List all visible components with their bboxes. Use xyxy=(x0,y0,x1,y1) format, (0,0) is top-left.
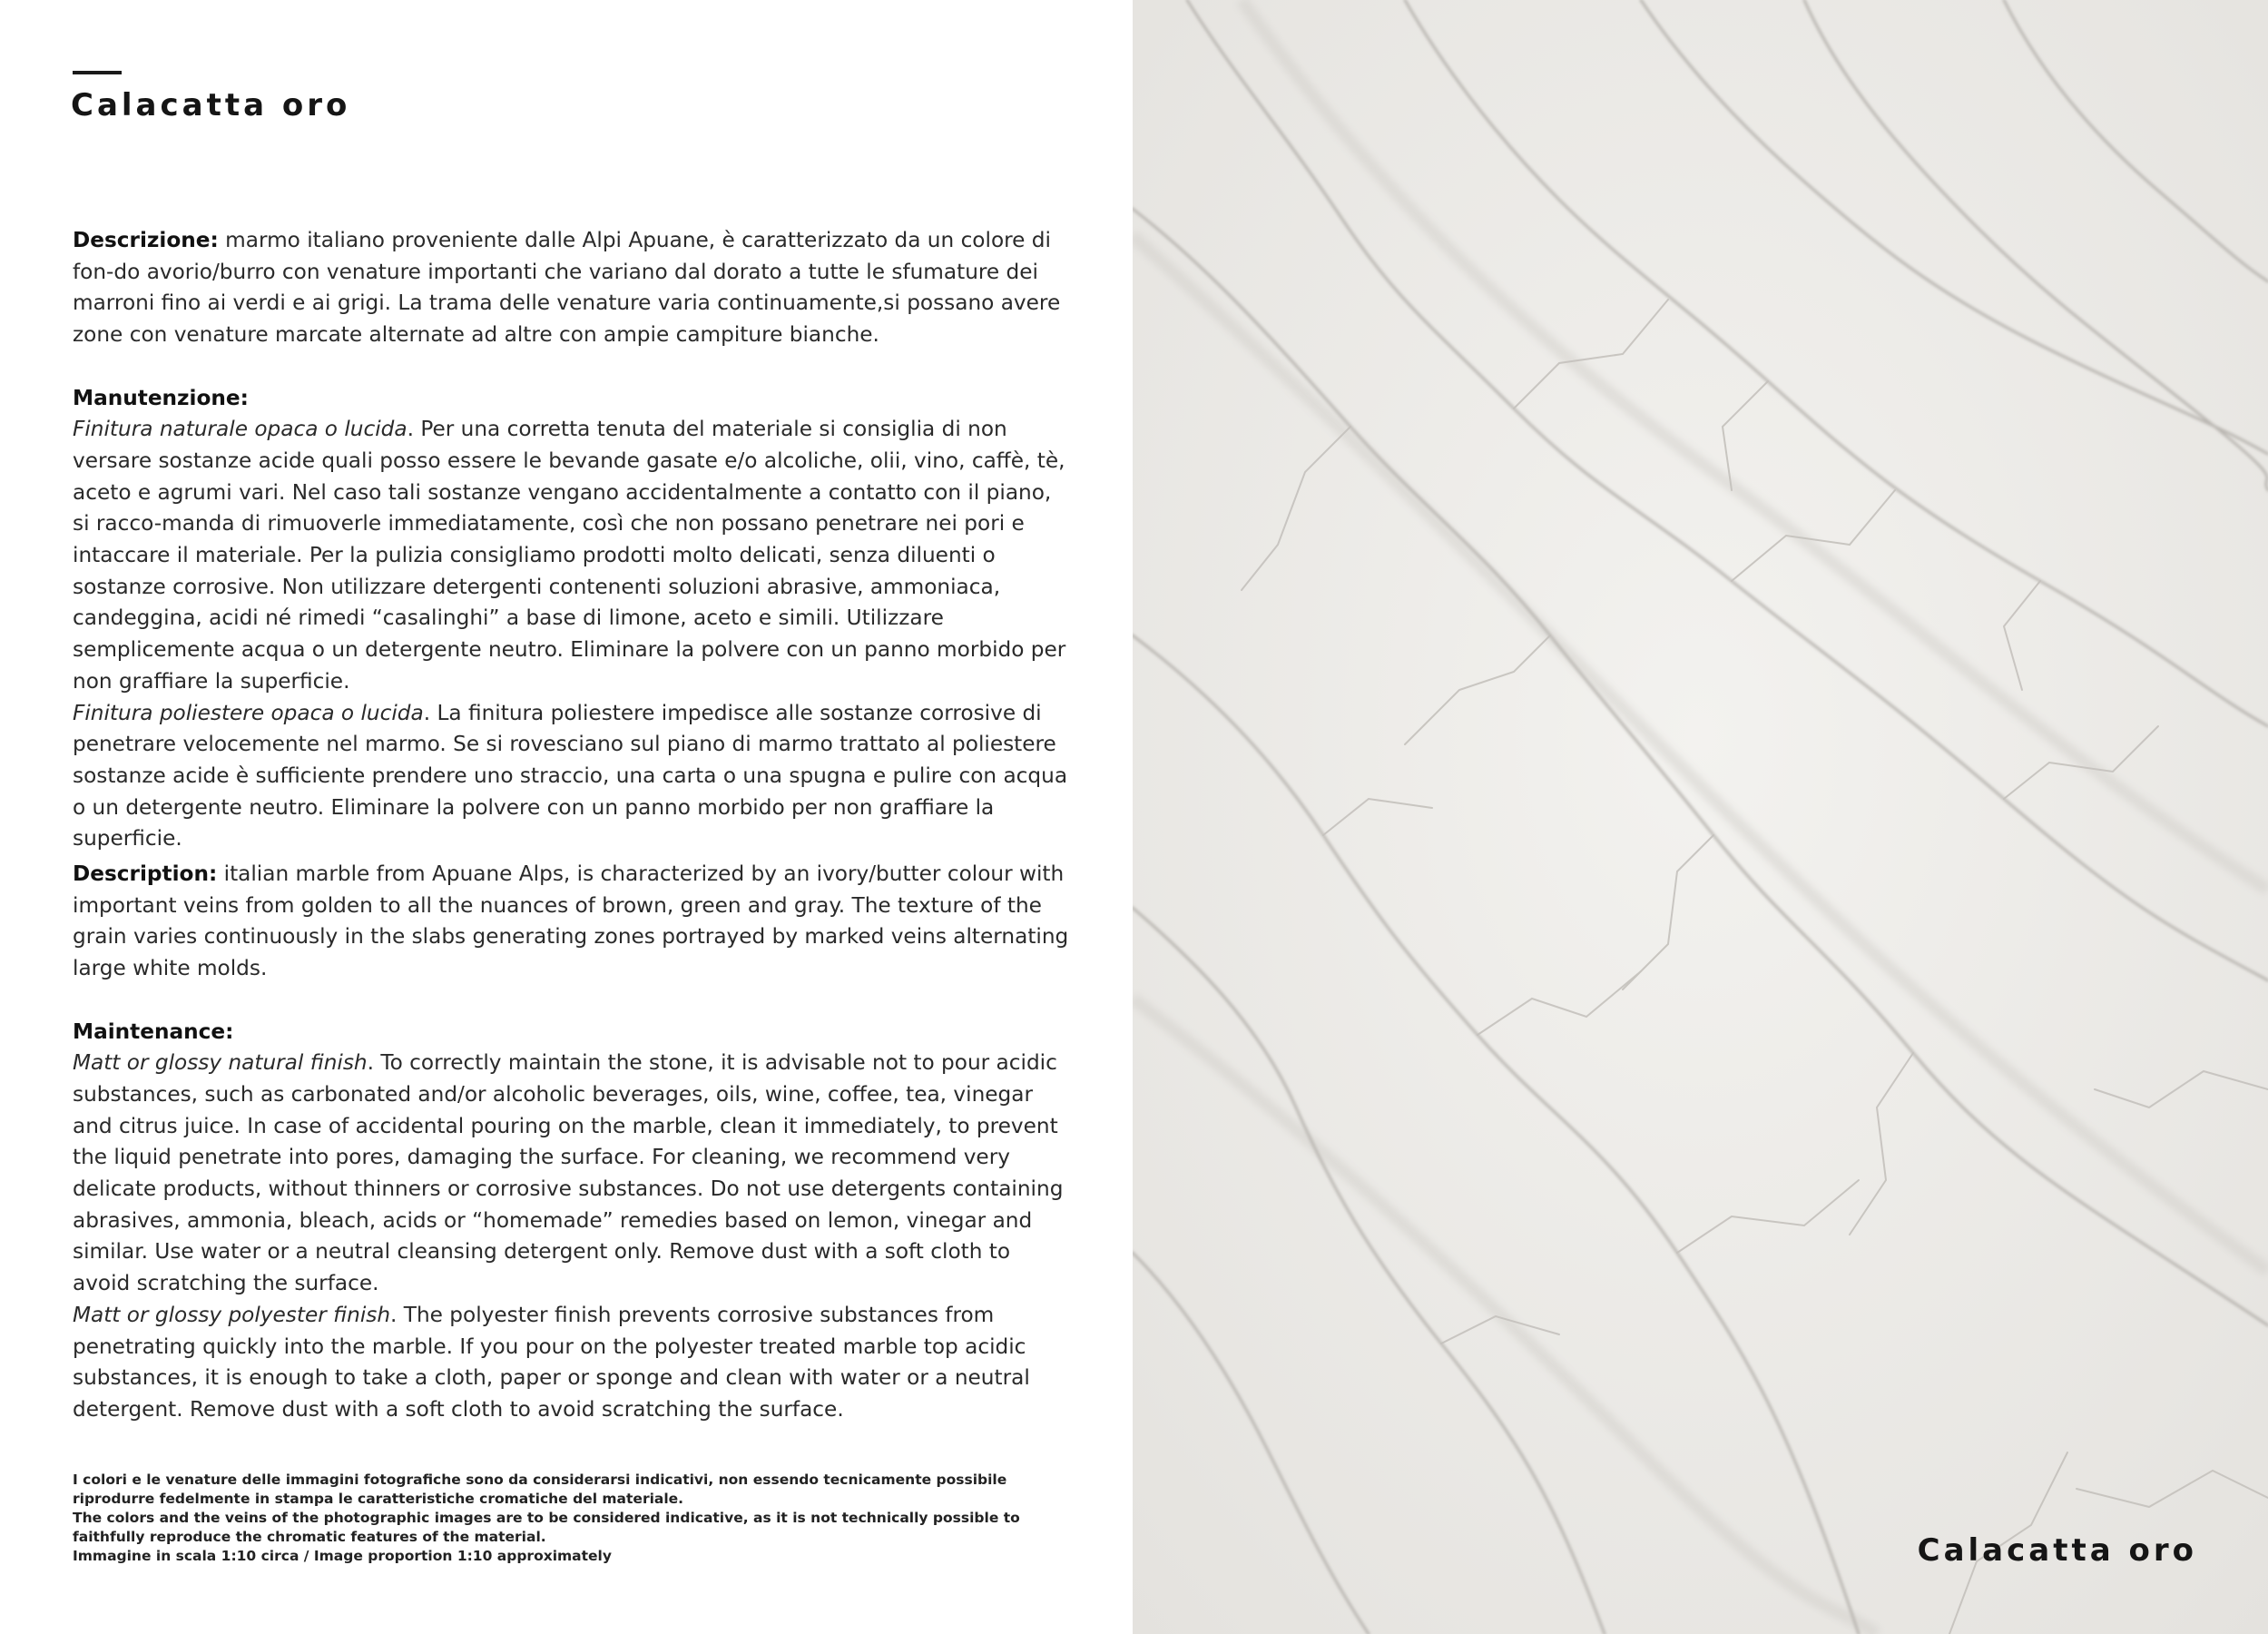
italian-description-text: marmo italiano proveniente dalle Alpi Apuane, è caratterizzato da un colore di fon-do avorio/burro con venature importanti che variano dal dorato a tutte le sfumature dei marroni fino ai verdi e ai grigi. La trama delle venature varia continuamente,si possano avere zone con venature marcate alternate ad altre con ampie campiture bianche. xyxy=(73,228,1061,348)
english-maintenance-heading: Maintenance: xyxy=(73,1019,234,1044)
footnote-english: The colors and the veins of the photographic images are to be considered indicative, as it is not technically possible to faithfully reproduce the chromatic features of the material. xyxy=(73,1510,1020,1545)
english-natural-finish-label: Matt or glossy natural finish xyxy=(73,1050,368,1076)
italian-polyester-finish-label: Finitura poliestere opaca o lucida xyxy=(73,700,424,725)
english-section xyxy=(73,859,1071,1426)
image-caption: Calacatta oro xyxy=(1917,1532,2197,1569)
english-description-text: italian marble from Apuane Alps, is characterized by an ivory/butter colour with important veins from golden to all the nuances of brown, green and gray. The texture of the grain varies continuously in the slabs generating zones portrayed by marked veins alternating large white molds. xyxy=(73,861,1069,981)
english-natural-finish xyxy=(73,1048,1071,1300)
marble-image xyxy=(1133,0,2268,1634)
english-description-label: Description: xyxy=(73,861,218,886)
text-page xyxy=(0,0,1133,1634)
italian-description xyxy=(73,225,1071,351)
english-polyester-finish-text: . The polyester finish prevents corrosive substances from penetrating quickly into the marble. If you pour on the polyester treated marble top acidic substances, it is enough to take a cloth, paper or sponge and clean with water or a neutral detergent. Remove dust with a soft cloth to avoid scratching the surface. xyxy=(73,1302,1030,1422)
footnote xyxy=(73,1471,1071,1566)
italian-section xyxy=(73,225,1071,855)
italian-maintenance-heading: Manutenzione: xyxy=(73,385,249,410)
marble-texture xyxy=(1133,0,2268,1634)
italian-polyester-finish xyxy=(73,698,1071,856)
english-polyester-finish-label: Matt or glossy polyester finish xyxy=(73,1302,391,1327)
italian-description-label: Descrizione: xyxy=(73,228,219,252)
footnote-italian: I colori e le venature delle immagini fotografiche sono da considerarsi indicativi, non essendo tecnicamente possibile riprodurre fedelmente in stampa le caratteristiche cromatiche del materiale. xyxy=(73,1472,1007,1507)
page-title: Calacatta oro xyxy=(71,87,351,123)
english-polyester-finish xyxy=(73,1300,1071,1426)
english-natural-finish-text: . To correctly maintain the stone, it is advisable not to pour acidic substances, such as carbonated and/or alcoholic beverages, oils, wine, coffee, tea, vinegar and citrus juice. In case of accidental pouring on the marble, clean it immediately, to prevent the liquid penetrate into pores, damaging the surface. For cleaning, we recommend very delicate products, without thinners or corrosive substances. Do not use detergents containing abrasives, ammonia, bleach, acids or “homemade” remedies based on lemon, vinegar and similar. Use water or a neutral cleansing detergent only. Remove dust with a soft cloth to avoid scratching the surface. xyxy=(73,1050,1064,1296)
footnote-scale: Immagine in scala 1:10 circa / Image proportion 1:10 approximately xyxy=(73,1548,612,1564)
italian-natural-finish xyxy=(73,414,1071,697)
title-rule xyxy=(73,71,122,74)
italian-polyester-finish-text: . La finitura poliestere impedisce alle sostanze corrosive di penetrare velocemente nel marmo. Se si rovesciano sul piano di marmo trattato al poliestere sostanze acide è sufficiente prendere uno straccio, una carta o una spugna e pulire con acqua o un detergente neutro. Eliminare la polvere con un panno morbido per non graffiare la superficie. xyxy=(73,700,1068,851)
italian-natural-finish-text: . Per una corretta tenuta del materiale si consiglia di non versare sostanze acide quali posso essere le bevande gasate e/o alcoliche, olii, vino, caffè, tè, aceto e agrumi vari. Nel caso tali sostanze vengano accidentalmente a contatto con il piano, si racco-manda di rimuoverle immediatamente, così che non possano penetrare nei pori e intaccare il materiale. Per la pulizia consigliamo prodotti molto delicati, senza diluenti o sostanze corrosive. Non utilizzare detergenti contenenti soluzioni abrasive, ammoniaca, candeggina, acidi né rimedi “casalinghi” a base di limone, aceto e simili. Utilizzare semplicemente acqua o un detergente neutro. Eliminare la polvere con un panno morbido per non graffiare la superficie. xyxy=(73,417,1066,694)
english-description xyxy=(73,859,1071,985)
italian-natural-finish-label: Finitura naturale opaca o lucida xyxy=(73,417,407,442)
